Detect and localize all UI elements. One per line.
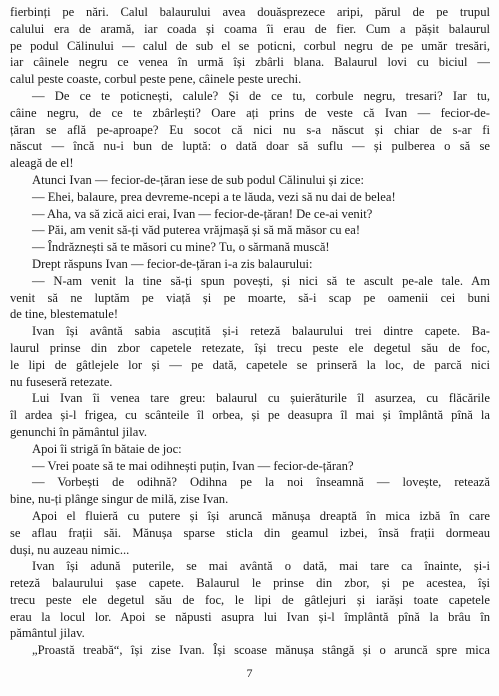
text-line: aleagă de el!: [10, 156, 74, 171]
text-line: reteză balaurului șase capete. Balaurul le prinse din zbor, și pe acestea, își: [10, 576, 490, 591]
text-line: erau la locul lor. Apoi se năpusti asupra lui Ivan și-l împlântă pînă la brâu în: [10, 609, 490, 624]
text-line: laurul prinse din zbor capetele retezate, își trecu peste ele degetul său de foc,: [10, 340, 490, 355]
text-line: îl ardea și-l frigea, cu scânteile îl orbea, și pe deasupra îl mai și împlântă pînă la: [10, 408, 490, 423]
text-line: — Aha, va să zică aici erai, Ivan — fecior-de-țăran! De ce-ai venit?: [32, 206, 373, 221]
text-line: — N-am venit la tine să-ți spun povești, și nici să te ascult pe-ale tale. Am: [32, 273, 490, 288]
text-line: câine negru, de ce te zbârlești? Oare ați prins de veste că Ivan — fecior-de-: [10, 105, 490, 120]
text-line: fierbinți pe nări. Calul balaurului avea douăsprezece aripi, părul de pe trupul: [10, 5, 490, 19]
text-line: „Proastă treabă“, își zise Ivan. Își scoase mănușa stângă și o aruncă spre mica: [32, 643, 490, 658]
page-text: [10, 4, 490, 659]
text-line: Lui Ivan îi venea tare greu: balaurul cu șuierăturile îl asurzea, cu flăcările: [32, 391, 490, 406]
text-line: născut — încă nu-i bun de luptă: o dată doar să suflu — și pulberea o să se: [10, 139, 490, 154]
text-line: Apoi el fluieră cu putere și își aruncă mănușa dreaptă în mica izbă în care: [32, 508, 490, 523]
text-line: iar câinele negru ce venea în urmă își zbârli blana. Balaurul lovi cu biciul —: [10, 55, 490, 70]
text-line: — Vrei poate să te mai odihnești puțin, Ivan — fecior-de-țăran?: [32, 458, 354, 473]
text-line: pe podul Călinului — calul de sub el se poticni, corbul negru de pe umăr tresări,: [10, 38, 490, 53]
text-line: — Ehei, balaure, prea devreme-ncepi a te lăuda, vezi să nu dai de belea!: [32, 189, 396, 204]
text-line: — Îndrăznești să te măsori cu mine? Tu, o sărmană muscă!: [32, 240, 330, 255]
text-line: — Păi, am venit să-ți văd puterea vrăjmașă și să mă măsor cu ea!: [32, 223, 361, 238]
text-line: bine, nu-ți plânge singur de milă, zise Ivan.: [10, 492, 229, 507]
text-line: venit să ne luptăm pe viață și pe moarte, să-i scap pe oamenii cei buni: [10, 290, 490, 305]
text-line: Atunci Ivan — fecior-de-țăran iese de sub podul Călinului și zice:: [32, 172, 364, 187]
page-number: 7: [246, 666, 253, 680]
text-line: Ivan își avântă sabia ascuțită și-i reteză balaurului trei dintre capete. Ba-: [32, 324, 490, 339]
text-line: nu fuseseră retezate.: [10, 374, 113, 389]
text-line: le lipi de gâtlejele lor și — pe dată, capetele se prinseră la loc, de parcă nici: [10, 357, 490, 372]
text-line: pământul jilav.: [10, 626, 85, 641]
text-line: Apoi îi strigă în bătaie de joc:: [32, 441, 182, 456]
text-line: calul peste coaste, corbul peste pene, câinele peste urechi.: [10, 72, 302, 87]
text-line: țăran se află pe-aproape? Eu socot că nici nu s-a născut și chiar de s-ar fi: [10, 122, 490, 137]
text-line: trecu peste ele degetul său de foc, le lipi de gâtlejuri și iarăși toate capetele: [10, 592, 490, 607]
text-line: se aflau frații săi. Mănușa sparse sticla din geamul izbei, însă frații dormeau: [10, 525, 490, 540]
text-line: duși, nu auzeau nimic...: [10, 542, 130, 557]
text-line: calului era de aramă, iar coada și coama îi erau de fier. Cum a pășit balaurul: [10, 21, 490, 36]
text-line: de tine, blestematule!: [10, 307, 119, 322]
text-line: — Vorbești de odihnă? Odihna pe la noi înseamnă — lovește, retează: [32, 475, 490, 490]
text-line: genunchi în pământul jilav.: [10, 424, 147, 439]
text-line: Ivan își adună puterile, se mai avântă o dată, mai tare ca înainte, și-i: [32, 559, 490, 574]
text-line: Drept răspuns Ivan — fecior-de-țăran i-a zis balaurului:: [32, 256, 313, 271]
text-line: — De ce te poticnești, calule? Și de ce tu, corbule negru, tresari? Iar tu,: [32, 88, 490, 103]
